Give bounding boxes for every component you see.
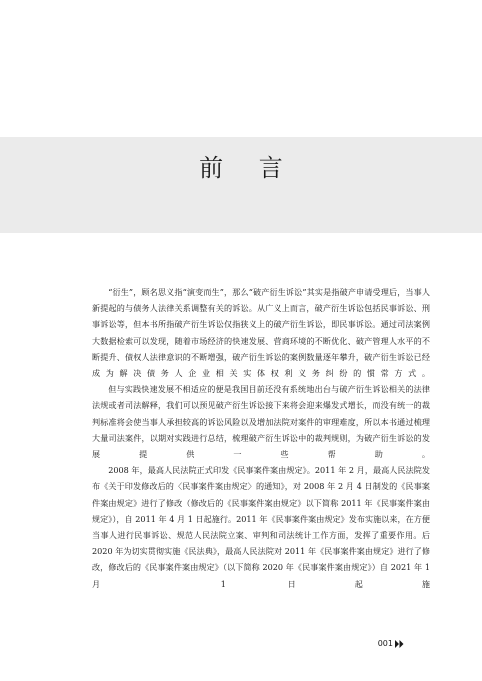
page-footer — [378, 639, 404, 648]
page-number: 001 — [377, 639, 393, 648]
body-text — [92, 284, 430, 592]
paragraph: 2008 年，最高人民法院正式印发《民事案件案由规定》。2011 年 2 月，最高人民法院发布《关于印发修改后的〈民事案件案由规定〉的通知》，对 2008 年 2 月 4 日制发的《民事案件案由规定》进行了修改（修改后的《民事案件案由规定》以下简称 2011 年《民事案件案由规定》），自 2011 年 4 月 1 日起施行。2011 年《民事案件案由规定》发布实施以来，在方便当事人进行民事诉讼、规范人民法院立案、审判和司法统计工作方面，发挥了重要作用。后 2020 年为切实贯彻实施《民法典》，最高人民法院对 2011 年《民事案件案由规定》进行了修改，修改后的《民事案件案由规定》（以下简称 2020 年《民事案件案由规定》）自 2021 年 1 月 1 日起施 — [92, 465, 430, 589]
double-chevron-right-icon — [395, 640, 404, 648]
paragraph: “衍生”，顾名思义指“演变而生”，那么“破产衍生诉讼”其实是指破产申请受理后，当事人新提起的与债务人法律关系调整有关的诉讼。从广义上而言，破产衍生诉讼包括民事诉讼、刑事诉讼等，但本书所指破产衍生诉讼仅指狭义上的破产衍生诉讼，即民事诉讼。通过司法案例大数据检索可以发现，随着市场经济的快速发展、营商环境的不断优化、破产管理人水平的不断提升、债权人法律意识的不断增强，破产衍生诉讼的案例数量逐年攀升，破产衍生诉讼已经成为解决债务人企业相关实体权利义务纠纷的惯常方式。 — [92, 287, 430, 379]
paragraph: 但与实践快速发展不相适应的便是我国目前还没有系统地出台与破产衍生诉讼相关的法律法规或者司法解释，我们可以预见破产衍生诉讼接下来将会迎来爆发式增长，而没有统一的裁判标准将会使当事人承担较高的诉讼风险以及增加法院对案件的审理难度，所以本书通过梳理大量司法案件，以期对实践进行总结，梳理破产衍生诉讼中的裁判规则，为破产衍生诉讼的发展提供一些帮助。 — [92, 384, 430, 460]
page-title: 前 言 — [199, 154, 297, 182]
